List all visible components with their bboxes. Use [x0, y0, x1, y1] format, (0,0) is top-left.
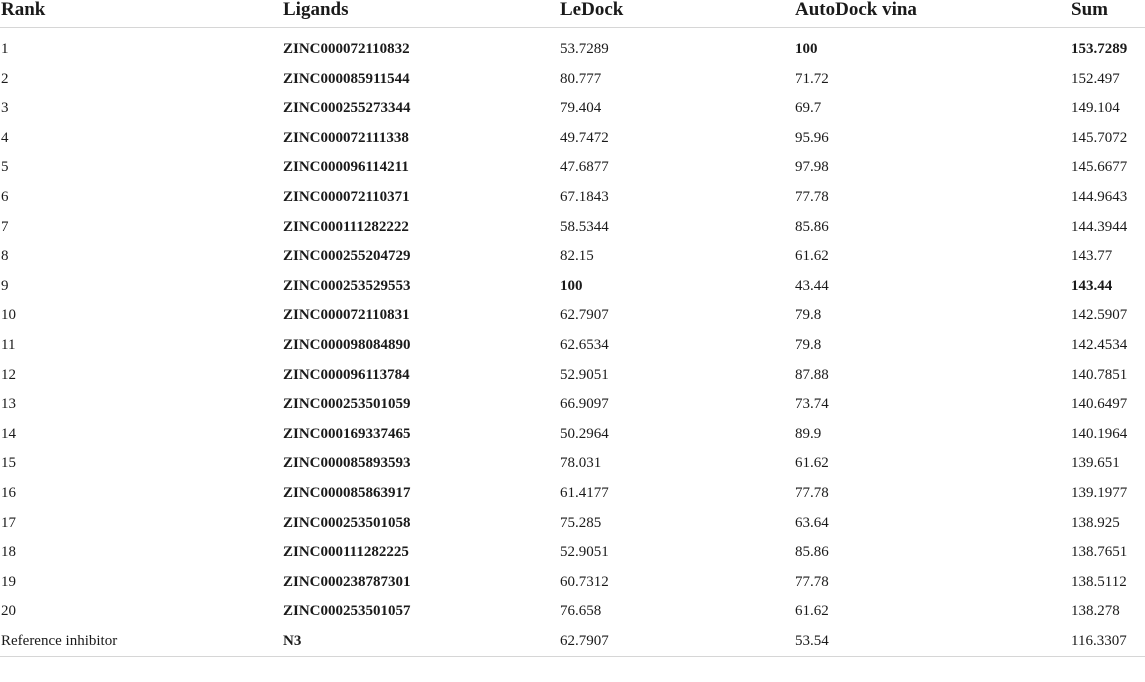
cell-autodock-vina: 43.44 [795, 277, 829, 294]
cell-rank: 17 [1, 514, 16, 531]
header-ledock: LeDock [559, 0, 794, 28]
cell-ligand: ZINC000072111338 [283, 129, 409, 146]
cell-autodock-vina: 89.9 [795, 425, 822, 442]
cell-rank: 10 [1, 307, 16, 324]
cell-rank: 16 [1, 484, 16, 501]
table-row [0, 28, 1145, 65]
cell-ledock: 62.6534 [560, 336, 609, 353]
table-row [0, 153, 1145, 183]
table-row [0, 538, 1145, 568]
cell-autodock-vina: 69.7 [795, 100, 822, 117]
cell-autodock-vina: 73.74 [795, 396, 829, 413]
cell-rank: 9 [1, 277, 9, 294]
cell-ledock: 75.285 [560, 514, 602, 531]
cell-ligand: ZINC000072110831 [283, 307, 410, 324]
header-autodock-vina: AutoDock vina [794, 0, 1070, 28]
table-row [0, 420, 1145, 450]
cell-autodock-vina: 61.62 [795, 603, 829, 620]
cell-autodock-vina: 85.86 [795, 544, 829, 561]
cell-autodock-vina: 71.72 [795, 70, 829, 87]
cell-rank: 19 [1, 573, 16, 590]
cell-rank: 11 [1, 336, 16, 353]
cell-ledock: 79.404 [560, 100, 602, 117]
cell-sum: 142.5907 [1071, 307, 1128, 324]
cell-rank: 4 [1, 129, 9, 146]
cell-ligand: ZINC000111282225 [283, 544, 409, 561]
cell-autodock-vina: 87.88 [795, 366, 829, 383]
cell-sum: 153.7289 [1071, 41, 1128, 57]
cell-ledock: 80.777 [560, 70, 602, 87]
cell-sum: 149.104 [1071, 100, 1120, 117]
cell-ligand: ZINC000253501057 [283, 603, 411, 620]
cell-rank: 6 [1, 188, 9, 205]
cell-rank: 7 [1, 218, 9, 235]
cell-sum: 138.278 [1071, 603, 1120, 620]
header-sum: Sum [1070, 0, 1145, 28]
cell-ledock: 78.031 [560, 455, 602, 472]
cell-ligand: ZINC000253501059 [283, 396, 411, 413]
cell-ledock: 76.658 [560, 603, 602, 620]
table-row [0, 65, 1145, 95]
table-row [0, 568, 1145, 598]
table-row [0, 213, 1145, 243]
table-row [0, 124, 1145, 154]
cell-sum: 145.7072 [1071, 129, 1128, 146]
table-row [0, 597, 1145, 627]
cell-ligand: ZINC000096114211 [283, 159, 409, 176]
cell-autodock-vina: 79.8 [795, 307, 822, 324]
cell-ledock: 50.2964 [560, 425, 609, 442]
table-row [0, 390, 1145, 420]
cell-ledock: 53.7289 [560, 41, 609, 57]
cell-rank: 13 [1, 396, 16, 413]
table-row [0, 361, 1145, 391]
cell-autodock-vina: 85.86 [795, 218, 829, 235]
table-row [0, 242, 1145, 272]
cell-rank: 15 [1, 455, 16, 472]
cell-ledock: 49.7472 [560, 129, 609, 146]
cell-autodock-vina: 77.78 [795, 573, 829, 590]
cell-ligand: ZINC000085863917 [283, 484, 411, 501]
table-body [0, 28, 1145, 657]
table-row [0, 627, 1145, 657]
cell-ledock: 60.7312 [560, 573, 609, 590]
cell-sum: 144.9643 [1071, 188, 1128, 205]
cell-ligand: ZINC000072110832 [283, 41, 410, 57]
cell-ligand: ZINC000253529553 [283, 277, 411, 294]
table-row [0, 183, 1145, 213]
cell-rank: 8 [1, 248, 9, 265]
table-row [0, 272, 1145, 302]
cell-rank: Reference inhibitor [0, 627, 282, 657]
cell-sum: 138.925 [1071, 514, 1120, 531]
cell-ligand: N3 [282, 627, 559, 657]
cell-ligand: ZINC000169337465 [283, 425, 411, 442]
cell-ligand: ZINC000085911544 [283, 70, 410, 87]
cell-rank: 20 [1, 603, 16, 620]
cell-rank: 5 [1, 159, 9, 176]
cell-autodock-vina: 63.64 [795, 514, 829, 531]
cell-ligand: ZINC000098084890 [283, 336, 411, 353]
table-row [0, 509, 1145, 539]
cell-rank: 2 [1, 70, 9, 87]
cell-ligand: ZINC000253501058 [283, 514, 411, 531]
table-row [0, 94, 1145, 124]
cell-autodock-vina: 100 [795, 41, 818, 57]
cell-sum: 116.3307 [1070, 627, 1145, 657]
cell-rank: 18 [1, 544, 16, 561]
cell-rank: 1 [1, 41, 9, 57]
cell-sum: 143.44 [1071, 277, 1113, 294]
cell-ledock: 66.9097 [560, 396, 609, 413]
table-row [0, 479, 1145, 509]
cell-sum: 152.497 [1071, 70, 1120, 87]
table-row [0, 449, 1145, 479]
cell-sum: 140.1964 [1071, 425, 1128, 442]
cell-autodock-vina: 95.96 [795, 129, 829, 146]
cell-ligand: ZINC000096113784 [283, 366, 410, 383]
cell-sum: 144.3944 [1071, 218, 1128, 235]
cell-ledock: 52.9051 [560, 544, 609, 561]
cell-sum: 140.6497 [1071, 396, 1128, 413]
cell-ledock: 52.9051 [560, 366, 609, 383]
cell-ledock: 100 [560, 277, 583, 294]
cell-ligand: ZINC000072110371 [283, 188, 410, 205]
cell-sum: 138.7651 [1071, 544, 1128, 561]
cell-autodock-vina: 97.98 [795, 159, 829, 176]
cell-ligand: ZINC000255204729 [283, 248, 411, 265]
cell-sum: 143.77 [1071, 248, 1113, 265]
cell-ligand: ZINC000111282222 [283, 218, 409, 235]
cell-autodock-vina: 53.54 [794, 627, 1070, 657]
cell-sum: 139.651 [1071, 455, 1120, 472]
header-rank: Rank [0, 0, 282, 28]
header-row [0, 0, 1145, 28]
cell-autodock-vina: 77.78 [795, 188, 829, 205]
cell-ledock: 61.4177 [560, 484, 609, 501]
table-header [0, 0, 1145, 28]
cell-ligand: ZINC000255273344 [283, 100, 411, 117]
cell-sum: 142.4534 [1071, 336, 1128, 353]
header-ligands: Ligands [282, 0, 559, 28]
cell-rank: 14 [1, 425, 16, 442]
cell-ledock: 47.6877 [560, 159, 609, 176]
cell-sum: 139.1977 [1071, 484, 1128, 501]
cell-autodock-vina: 77.78 [795, 484, 829, 501]
cell-autodock-vina: 79.8 [795, 336, 822, 353]
cell-ledock: 82.15 [560, 248, 594, 265]
cell-sum: 138.5112 [1071, 573, 1127, 590]
cell-ligand: ZINC000238787301 [283, 573, 411, 590]
cell-rank: 12 [1, 366, 16, 383]
cell-ledock: 58.5344 [560, 218, 609, 235]
cell-rank: 3 [1, 100, 9, 117]
table-row [0, 301, 1145, 331]
cell-sum: 145.6677 [1071, 159, 1128, 176]
cell-sum: 140.7851 [1071, 366, 1128, 383]
cell-ledock: 67.1843 [560, 188, 609, 205]
cell-autodock-vina: 61.62 [795, 248, 829, 265]
cell-autodock-vina: 61.62 [795, 455, 829, 472]
cell-ledock: 62.7907 [559, 627, 794, 657]
cell-ligand: ZINC000085893593 [283, 455, 411, 472]
cell-ledock: 62.7907 [560, 307, 609, 324]
table-row [0, 331, 1145, 361]
